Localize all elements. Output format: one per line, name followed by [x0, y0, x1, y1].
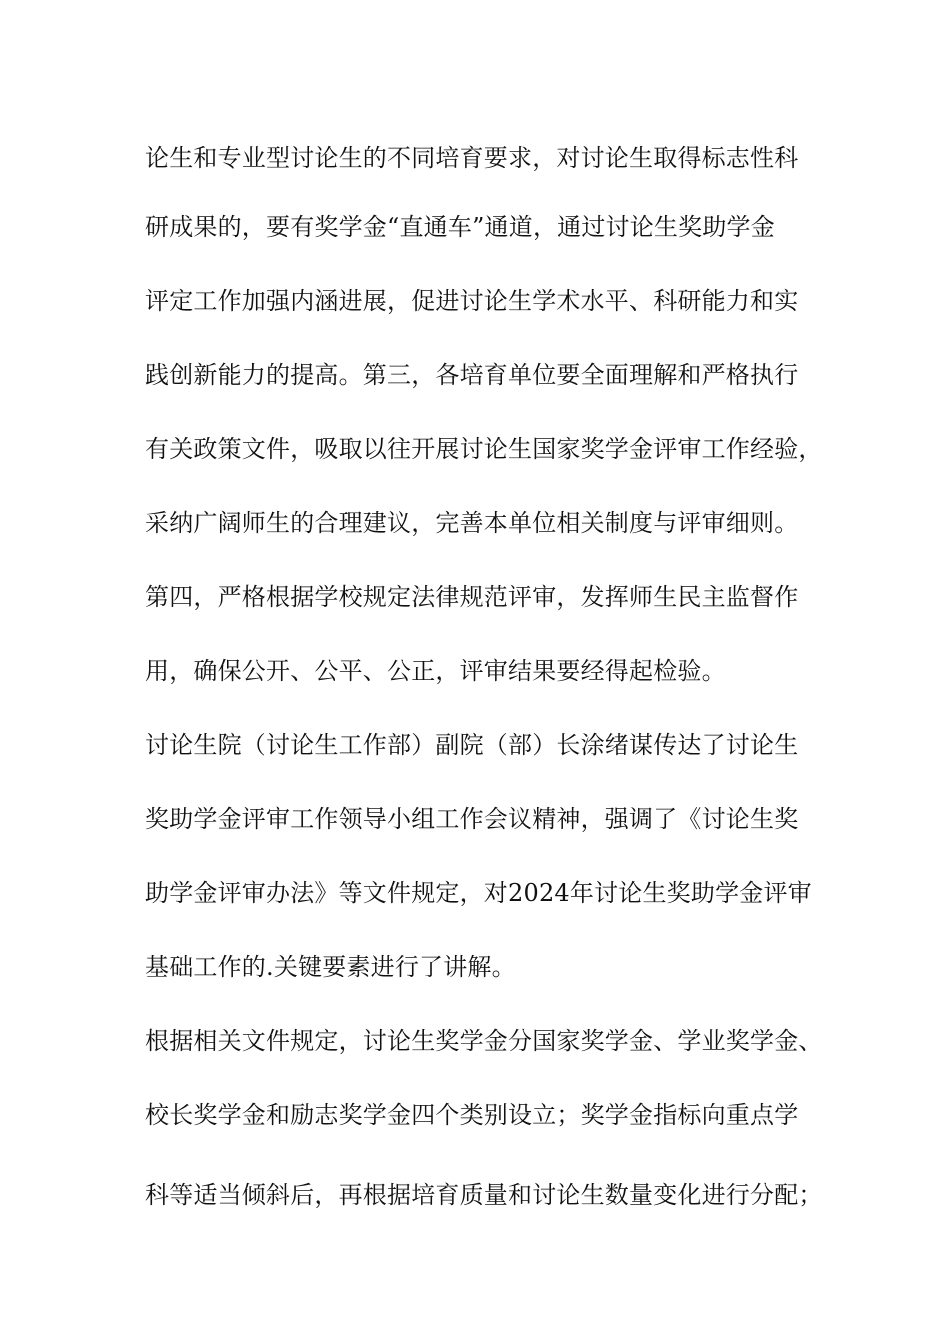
text-line: 践创新能力的提高。第三，各培育单位要全面理解和严格执行 — [145, 361, 799, 389]
text-line: 有关政策文件，吸取以往开展讨论生国家奖学金评审工作经验， — [145, 435, 823, 463]
text-line: 基础工作的.关键要素进行了讲解。 — [145, 953, 516, 981]
text-line: 根据相关文件规定，讨论生奖学金分国家奖学金、学业奖学金、 — [145, 1027, 823, 1055]
text-line: 采纳广阔师生的合理建议，完善本单位相关制度与评审细则。 — [145, 509, 799, 537]
text-line: 第四，严格根据学校规定法律规范评审，发挥师生民主监督作 — [145, 583, 799, 611]
text-line: 用，确保公开、公平、公正，评审结果要经得起检验。 — [145, 657, 726, 685]
text-line: 助学金评审办法》等文件规定，对2024年讨论生奖助学金评审 — [145, 879, 812, 907]
text-line: 评定工作加强内涵进展，促进讨论生学术水平、科研能力和实 — [145, 287, 799, 315]
text-line: 奖助学金评审工作领导小组工作会议精神，强调了《讨论生奖 — [145, 805, 799, 833]
text-line: 研成果的，要有奖学金“直通车”通道，通过讨论生奖助学金 — [145, 213, 775, 241]
text-line: 讨论生院（讨论生工作部）副院（部）长涂绪谋传达了讨论生 — [145, 731, 799, 759]
text-line: 科等适当倾斜后，再根据培育质量和讨论生数量变化进行分配； — [145, 1181, 823, 1209]
text-line: 校长奖学金和励志奖学金四个类别设立；奖学金指标向重点学 — [145, 1101, 799, 1129]
text-line: 论生和专业型讨论生的不同培育要求，对讨论生取得标志性科 — [145, 144, 799, 172]
